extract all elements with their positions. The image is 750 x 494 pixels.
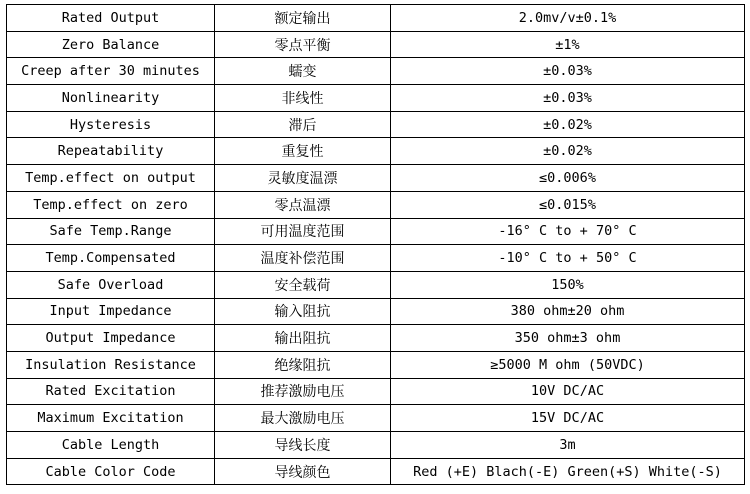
parameter-english: Safe Temp.Range <box>7 218 215 245</box>
table-row <box>7 85 745 112</box>
parameter-chinese: 绝缘阻抗 <box>215 351 391 378</box>
parameter-chinese: 安全载荷 <box>215 271 391 298</box>
parameter-chinese: 滞后 <box>215 111 391 138</box>
parameter-value: 2.0mv/v±0.1% <box>391 5 745 32</box>
table-row <box>7 271 745 298</box>
table-row <box>7 378 745 405</box>
parameter-chinese: 重复性 <box>215 138 391 165</box>
parameter-english: Insulation Resistance <box>7 351 215 378</box>
parameter-chinese: 非线性 <box>215 85 391 112</box>
parameter-value: 380 ohm±20 ohm <box>391 298 745 325</box>
parameter-value: ≤0.015% <box>391 191 745 218</box>
parameter-value: 350 ohm±3 ohm <box>391 325 745 352</box>
table-row <box>7 405 745 432</box>
parameter-value: 15V DC/AC <box>391 405 745 432</box>
parameter-chinese: 零点平衡 <box>215 31 391 58</box>
parameter-chinese: 灵敏度温漂 <box>215 165 391 192</box>
parameter-chinese: 输入阻抗 <box>215 298 391 325</box>
table-row <box>7 191 745 218</box>
parameter-english: Temp.Compensated <box>7 245 215 272</box>
specification-table <box>6 4 745 485</box>
parameter-value: Red (+E) Blach(-E) Green(+S) White(-S) <box>391 458 745 485</box>
table-row <box>7 298 745 325</box>
parameter-value: 150% <box>391 271 745 298</box>
table-row <box>7 218 745 245</box>
parameter-value: -10° C to + 50° C <box>391 245 745 272</box>
parameter-value: -16° C to + 70° C <box>391 218 745 245</box>
table-row <box>7 325 745 352</box>
parameter-value: ≥5000 M ohm (50VDC) <box>391 351 745 378</box>
parameter-english: Repeatability <box>7 138 215 165</box>
parameter-english: Cable Color Code <box>7 458 215 485</box>
table-row <box>7 31 745 58</box>
table-row <box>7 432 745 459</box>
parameter-value: ±0.02% <box>391 111 745 138</box>
parameter-english: Input Impedance <box>7 298 215 325</box>
table-row <box>7 5 745 32</box>
table-row <box>7 111 745 138</box>
table-row <box>7 165 745 192</box>
parameter-chinese: 输出阻抗 <box>215 325 391 352</box>
parameter-english: Cable Length <box>7 432 215 459</box>
parameter-chinese: 导线颜色 <box>215 458 391 485</box>
table-row <box>7 58 745 85</box>
parameter-english: Rated Output <box>7 5 215 32</box>
parameter-chinese: 推荐激励电压 <box>215 378 391 405</box>
parameter-value: ≤0.006% <box>391 165 745 192</box>
table-row <box>7 245 745 272</box>
parameter-chinese: 零点温漂 <box>215 191 391 218</box>
parameter-value: ±0.03% <box>391 85 745 112</box>
parameter-english: Maximum Excitation <box>7 405 215 432</box>
parameter-chinese: 温度补偿范围 <box>215 245 391 272</box>
parameter-english: Creep after 30 minutes <box>7 58 215 85</box>
parameter-english: Rated Excitation <box>7 378 215 405</box>
parameter-english: Temp.effect on output <box>7 165 215 192</box>
parameter-english: Output Impedance <box>7 325 215 352</box>
parameter-value: ±1% <box>391 31 745 58</box>
parameter-value: ±0.02% <box>391 138 745 165</box>
specification-table-body <box>7 5 745 485</box>
table-row <box>7 138 745 165</box>
parameter-value: ±0.03% <box>391 58 745 85</box>
parameter-english: Hysteresis <box>7 111 215 138</box>
parameter-english: Zero Balance <box>7 31 215 58</box>
parameter-chinese: 最大激励电压 <box>215 405 391 432</box>
parameter-english: Nonlinearity <box>7 85 215 112</box>
parameter-chinese: 蠕变 <box>215 58 391 85</box>
parameter-english: Safe Overload <box>7 271 215 298</box>
parameter-english: Temp.effect on zero <box>7 191 215 218</box>
parameter-chinese: 可用温度范围 <box>215 218 391 245</box>
parameter-value: 10V DC/AC <box>391 378 745 405</box>
parameter-chinese: 额定输出 <box>215 5 391 32</box>
parameter-chinese: 导线长度 <box>215 432 391 459</box>
parameter-value: 3m <box>391 432 745 459</box>
table-row <box>7 351 745 378</box>
table-row <box>7 458 745 485</box>
